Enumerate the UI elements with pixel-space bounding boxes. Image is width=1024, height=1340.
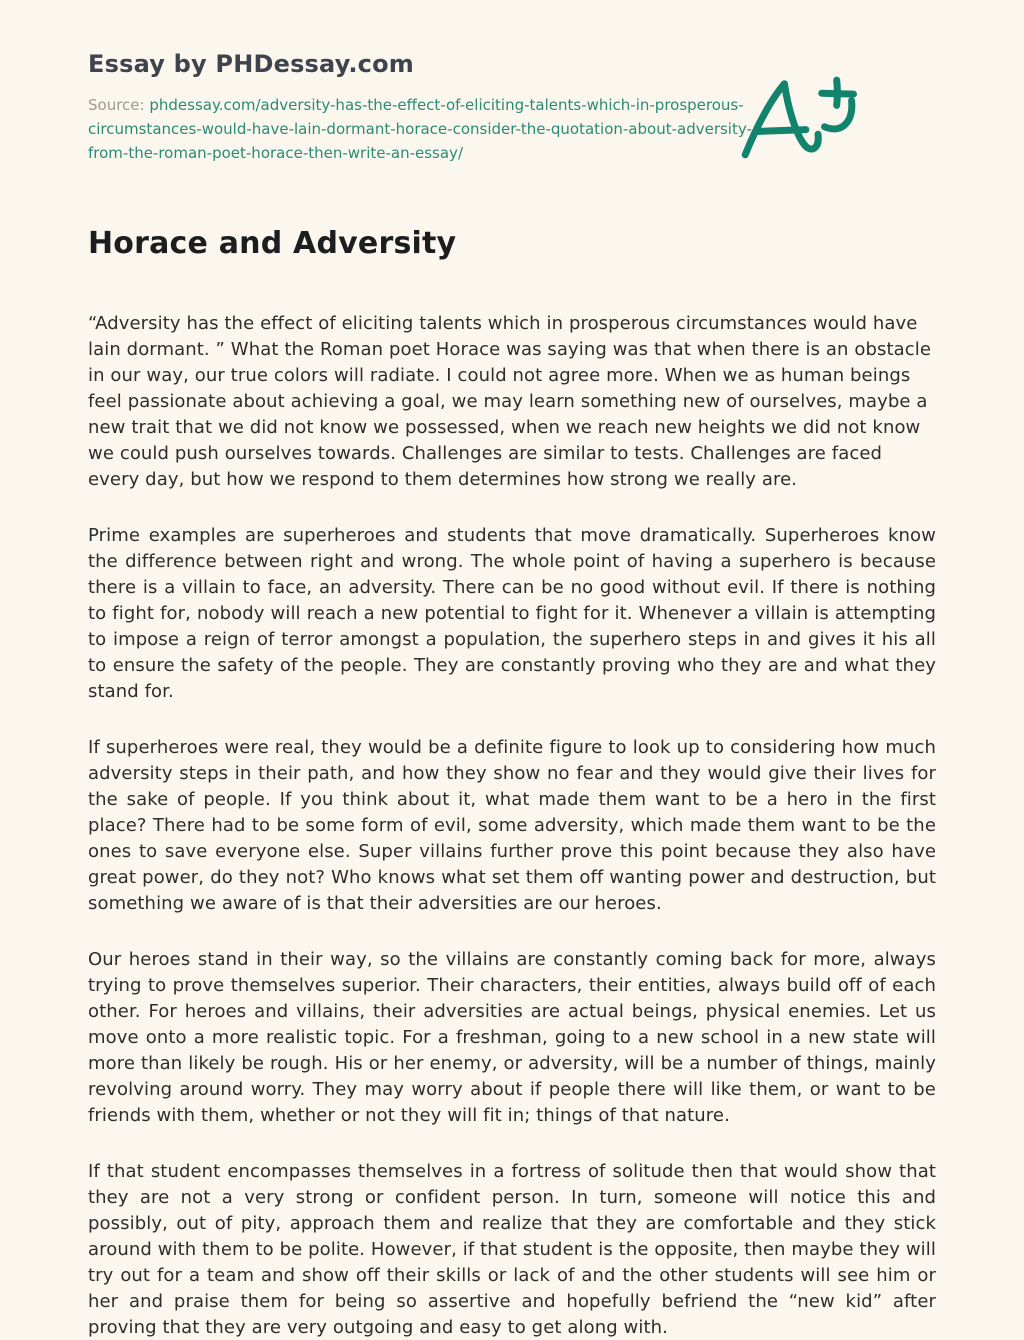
source-url-link[interactable]: phdessay.com/adversity-has-the-effect-of-eliciting-talents-which-in-prosperous-circumstances-would-have-lain-dormant-horace-consider-the-quotation-about-adversity-from-the-roman-poet-horace-then-write-an-essay/ [88, 96, 752, 162]
essay-paragraph-4: Our heroes stand in their way, so the villains are constantly coming back for more, always trying to prove themselves superior. Their characters, their entities, always build off of each other. For heroes and villains, their adversities are actual beings, physical enemies. Let us move onto a more realistic topic. For a freshman, going to a new school in a new state will more than likely be rough. His or her enemy, or adversity, will be a number of things, mainly revolving around worry. They may worry about if people there will like them, or want to be friends with them, whether or not they will fit in; things of that nature. [88, 949, 936, 1126]
page-header [88, 50, 936, 165]
essay-paragraph-1: “Adversity has the effect of eliciting talents which in prosperous circumstances would have lain dormant. ” What the Roman poet Horace was saying was that when there is an obstacle in our way, our true colors will radiate. I could not agree more. When we as human beings feel passionate about achieving a goal, we may learn something new of ourselves, maybe a new trait that we did not know we possessed, when we reach new heights we did not know we could push ourselves towards. Challenges are similar to tests. Challenges are faced every day, but how we respond to them determines how strong we really are. [88, 313, 932, 490]
essay-paragraph-5: If that student encompasses themselves in a fortress of solitude then that would show that they are not a very strong or confident person. In turn, someone will notice this and possibly, out of pity, approach them and realize that they are comfortable and they stick around with them to be polite. However, if that student is the opposite, then maybe they will try out for a team and show off their skills or lack of and the other students will see him or her and praise them for being so assertive and hopefully befriend the “new kid” after proving that they are very outgoing and easy to get along with. [88, 1161, 936, 1338]
site-title: Essay by PHDessay.com [88, 50, 414, 78]
essay-paragraph-3: If superheroes were real, they would be a definite figure to look up to considering how much adversity steps in their path, and how they show no fear and they would give their lives for the sake of people. If you think about it, what made them want to be a hero in the first place? There had to be some form of evil, some adversity, which made them want to be the ones to save everyone else. Super villains further prove this point because they also have great power, do they not? Who knows what set them off wanting power and destruction, but something we aware of is that their adversities are our heroes. [88, 737, 936, 914]
source-label: Source: [88, 96, 145, 114]
a-plus-logo-icon [734, 72, 874, 176]
essay-paragraph-2: Prime examples are superheroes and students that move dramatically. Superheroes know the difference between right and wrong. The whole point of having a superhero is because there is a villain to face, an adversity. There can be no good without evil. If there is nothing to fight for, nobody will reach a new potential to fight for it. Whenever a villain is attempting to impose a reign of terror amongst a population, the superhero steps in and gives it his all to ensure the safety of the people. They are constantly proving who they are and what they stand for. [88, 525, 936, 702]
essay-body [88, 311, 936, 1340]
source-line [88, 93, 788, 165]
essay-title: Horace and Adversity [88, 226, 457, 261]
